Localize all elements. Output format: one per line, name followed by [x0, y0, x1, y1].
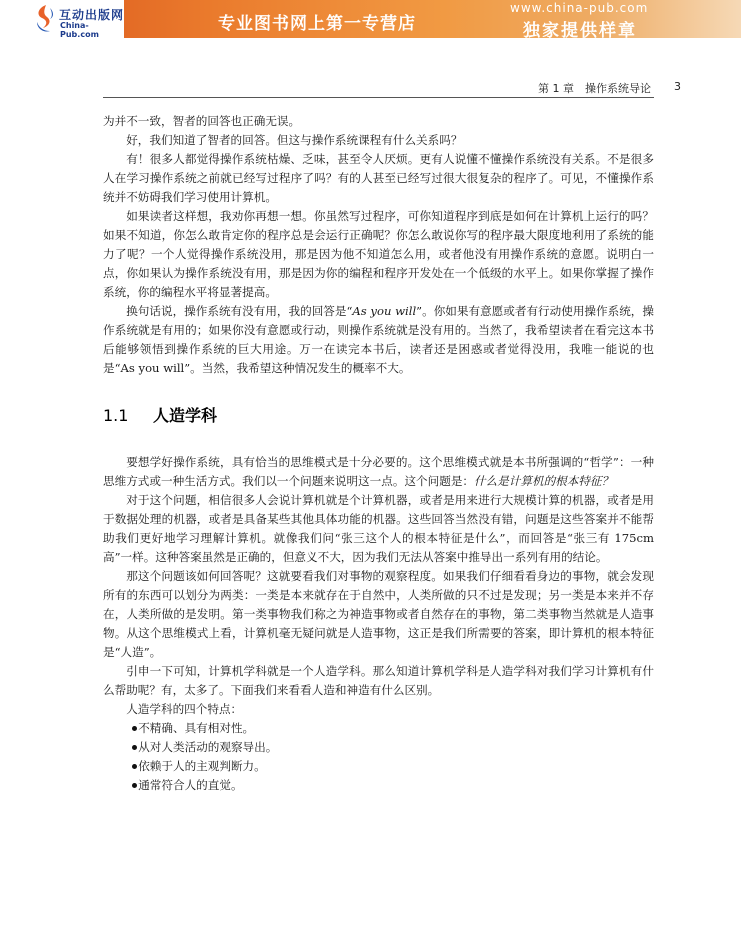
- list-item-text: 从对人类活动的观察导出。: [138, 740, 278, 754]
- text-span: 要想学好操作系统，具有恰当的思维模式是十分必要的。这个思维模式就是本书所强调的“哲学”：一种思维方式或一种生活方式。我们以一个问题来说明这一点。这个问题是：: [103, 455, 654, 488]
- list-item: [103, 738, 654, 757]
- italic-text: 什么是计算机的根本特征？: [474, 474, 614, 488]
- text-span: ”。你如果有意愿或者有行动使用操作系统，操作系统就是有用的；如果你没有意愿或行动，则操作系统就是没有用的。当然了，我希望读者在看完这本书后能够领悟到操作系统的巨大用途。万一在读完本书后，读者还是困惑或者觉得没用，我唯一能说的也是“As you will”。当然，我希望这种情况发生的概率不大。: [103, 304, 654, 375]
- bullet-icon: [132, 764, 137, 769]
- paragraph: 好，我们知道了智者的回答。但这与操作系统课程有什么关系吗？: [126, 133, 463, 147]
- chapter-label: 第 1 章 操作系统导论: [538, 82, 651, 95]
- section-title: 人造学科: [153, 406, 218, 425]
- italic-text: As you will: [352, 304, 417, 318]
- paragraph: 如果读者这样想，我劝你再想一想。你虽然写过程序，可你知道程序到底是如何在计算机上运行的吗？如果不知道，你怎么敢肯定你的程序总是会运行正确呢？你怎么敢说你写的程序最大限度地利用了系统的能力了呢？一个人觉得操作系统没用，那是因为他不知道怎么用，或者他没有用操作系统的意愿。说明白一点，你如果认为操作系统没有用，那是因为你的编程和程序开发处在一个低级的水平上。如果你掌握了操作系统，你的编程水平将显著提高。: [103, 209, 654, 299]
- list-item: [103, 757, 654, 776]
- bullet-icon: [132, 726, 137, 731]
- list-item-text: 不精确、具有相对性。: [138, 721, 255, 735]
- section-heading: [103, 406, 654, 425]
- china-pub-logo-icon: [34, 4, 56, 34]
- bullet-icon: [132, 745, 137, 750]
- header-rule: [103, 97, 654, 98]
- paragraph: [103, 453, 654, 491]
- paragraph: [103, 302, 654, 378]
- paragraph: 人造学科的四个特点：: [126, 702, 243, 716]
- logo-english-name: China-Pub.com: [60, 21, 99, 39]
- list-item: [103, 776, 654, 795]
- banner-url[interactable]: www.china-pub.com: [510, 1, 649, 15]
- text-span: 换句话说，操作系统有没有用，我的回答是“: [126, 304, 353, 318]
- banner-exclusive-text: 独家提供样章: [523, 21, 637, 41]
- bullet-icon: [132, 783, 137, 788]
- site-banner: [0, 0, 741, 41]
- banner-slogan: 专业图书网上第一专营店: [218, 14, 416, 34]
- paragraph: 有！很多人都觉得操作系统枯燥、乏味，甚至令人厌烦。更有人说懂不懂操作系统没有关系。不是很多人在学习操作系统之前就已经写过程序了吗？有的人甚至已经写过很大很复杂的程序了。可见，不懂操作系统并不妨碍我们学习使用计算机。: [103, 152, 654, 204]
- paragraph: 对于这个问题，相信很多人会说计算机就是个计算机器，或者是用来进行大规模计算的机器，或者是用于数据处理的机器，或者是具备某些其他具体功能的机器。这些回答当然没有错，问题是这些答案并不能帮助我们更好地学习理解计算机。就像我们问“张三这个人的根本特征是什么”，而回答是“张三有 175cm 高”一样。这种答案虽然是正确的，但意义不大，因为我们无法从答案中推导出一系列有用的结论。: [103, 493, 654, 564]
- list-item: [103, 719, 654, 738]
- feature-list: [103, 719, 654, 795]
- list-item-text: 通常符合人的直觉。: [138, 778, 243, 792]
- page-content: [103, 112, 654, 795]
- running-head: [0, 80, 741, 98]
- paragraph: 那这个问题该如何回答呢？这就要看我们对事物的观察程度。如果我们仔细看看身边的事物，就会发现所有的东西可以划分为两类：一类是本来就存在于自然中，人类所做的只不过是发现；另一类是本来并不存在，人类所做的是发明。第一类事物我们称之为神造事物或者自然存在的事物，第二类事物当然就是人造事物。从这个思维模式上看，计算机毫无疑问就是人造事物，这正是我们所需要的答案，即计算机的根本特征是“人造”。: [103, 569, 654, 659]
- logo[interactable]: [0, 0, 124, 38]
- section-number: 1.1: [103, 406, 129, 425]
- paragraph: 为并不一致，智者的回答也正确无误。: [103, 114, 301, 128]
- logo-chinese-name: 互动出版网: [59, 8, 125, 22]
- list-item-text: 依赖于人的主观判断力。: [138, 759, 266, 773]
- page-number: 3: [674, 80, 681, 93]
- paragraph: 引申一下可知，计算机学科就是一个人造学科。那么知道计算机学科是人造学科对我们学习计算机有什么帮助呢？有，太多了。下面我们来看看人造和神造有什么区别。: [103, 664, 654, 697]
